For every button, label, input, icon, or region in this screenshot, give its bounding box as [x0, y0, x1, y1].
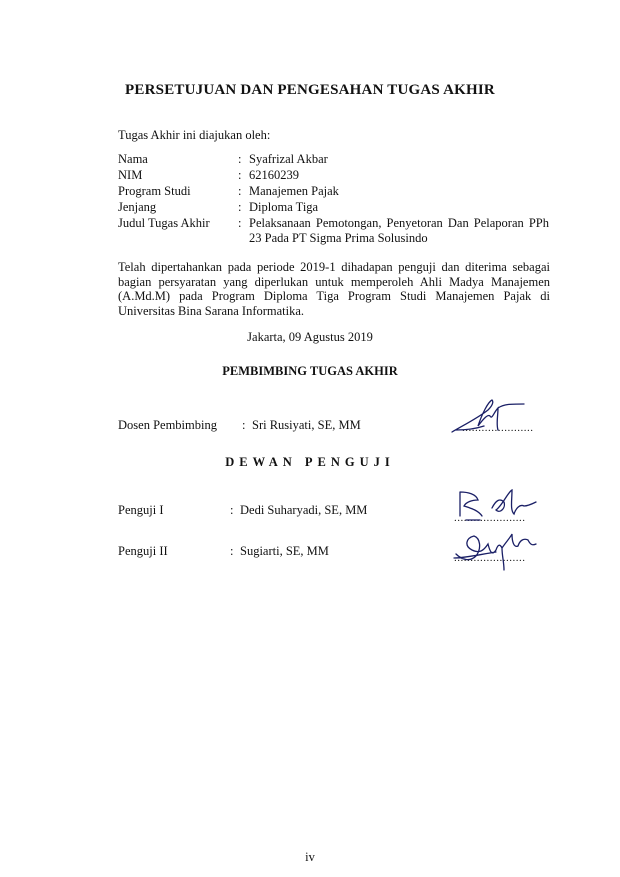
examiner-label: Penguji I: [118, 503, 164, 517]
field-label: NIM: [118, 168, 143, 182]
field-label: Judul Tugas Akhir: [118, 216, 210, 230]
examiner-name: Sugiarti, SE, MM: [240, 544, 329, 558]
field-value: Diploma Tiga: [249, 200, 319, 214]
examiner-colon: :: [230, 503, 234, 517]
place-date: Jakarta, 09 Agustus 2019: [247, 330, 373, 344]
field-colon: :: [238, 184, 242, 198]
field-label: Jenjang: [118, 200, 157, 214]
field-colon: :: [238, 200, 242, 214]
field-colon: :: [238, 152, 242, 166]
field-label: Nama: [118, 152, 148, 166]
field-colon: :: [238, 216, 242, 230]
intro-text: Tugas Akhir ini diajukan oleh:: [118, 128, 271, 142]
examiner-2-signature-line: ......................: [454, 552, 526, 564]
statement-paragraph: Telah dipertahankan pada periode 2019-1 dihadapan penguji dan diterima sebagai bagian persyaratan yang diperlukan untuk memperoleh Ahli Madya Manajemen (A.Md.M) pada Program Diploma Tiga Program Studi Manajemen Pajak di Universitas Bina Sarana Informatika.: [118, 260, 550, 318]
supervisor-label: Dosen Pembimbing: [118, 418, 217, 432]
page-number: iv: [305, 850, 315, 864]
examiners-heading: DEWAN PENGUJI: [225, 455, 395, 469]
supervisor-colon: :: [242, 418, 246, 432]
field-value: Pelaksanaan Pemotongan, Penyetoran Dan Pelaporan PPh 23 Pada PT Sigma Prima Solusindo: [249, 216, 549, 245]
field-value: 62160239: [249, 168, 299, 182]
document-title: PERSETUJUAN DAN PENGESAHAN TUGAS AKHIR: [125, 82, 495, 98]
supervisor-name: Sri Rusiyati, SE, MM: [252, 418, 361, 432]
examiner-label: Penguji II: [118, 544, 168, 558]
examiner-name: Dedi Suharyadi, SE, MM: [240, 503, 368, 517]
field-value: Syafrizal Akbar: [249, 152, 328, 166]
supervisor-signature-line: ......................: [462, 422, 534, 434]
examiner-1-signature-line: ......................: [454, 512, 526, 524]
field-value: Manajemen Pajak: [249, 184, 339, 198]
examiner-2-signature: [452, 524, 542, 574]
supervisor-heading: PEMBIMBING TUGAS AKHIR: [222, 364, 398, 378]
field-colon: :: [238, 168, 242, 182]
field-label: Program Studi: [118, 184, 191, 198]
examiner-colon: :: [230, 544, 234, 558]
supervisor-signature: [448, 396, 538, 436]
examiner-1-signature: [452, 486, 552, 526]
